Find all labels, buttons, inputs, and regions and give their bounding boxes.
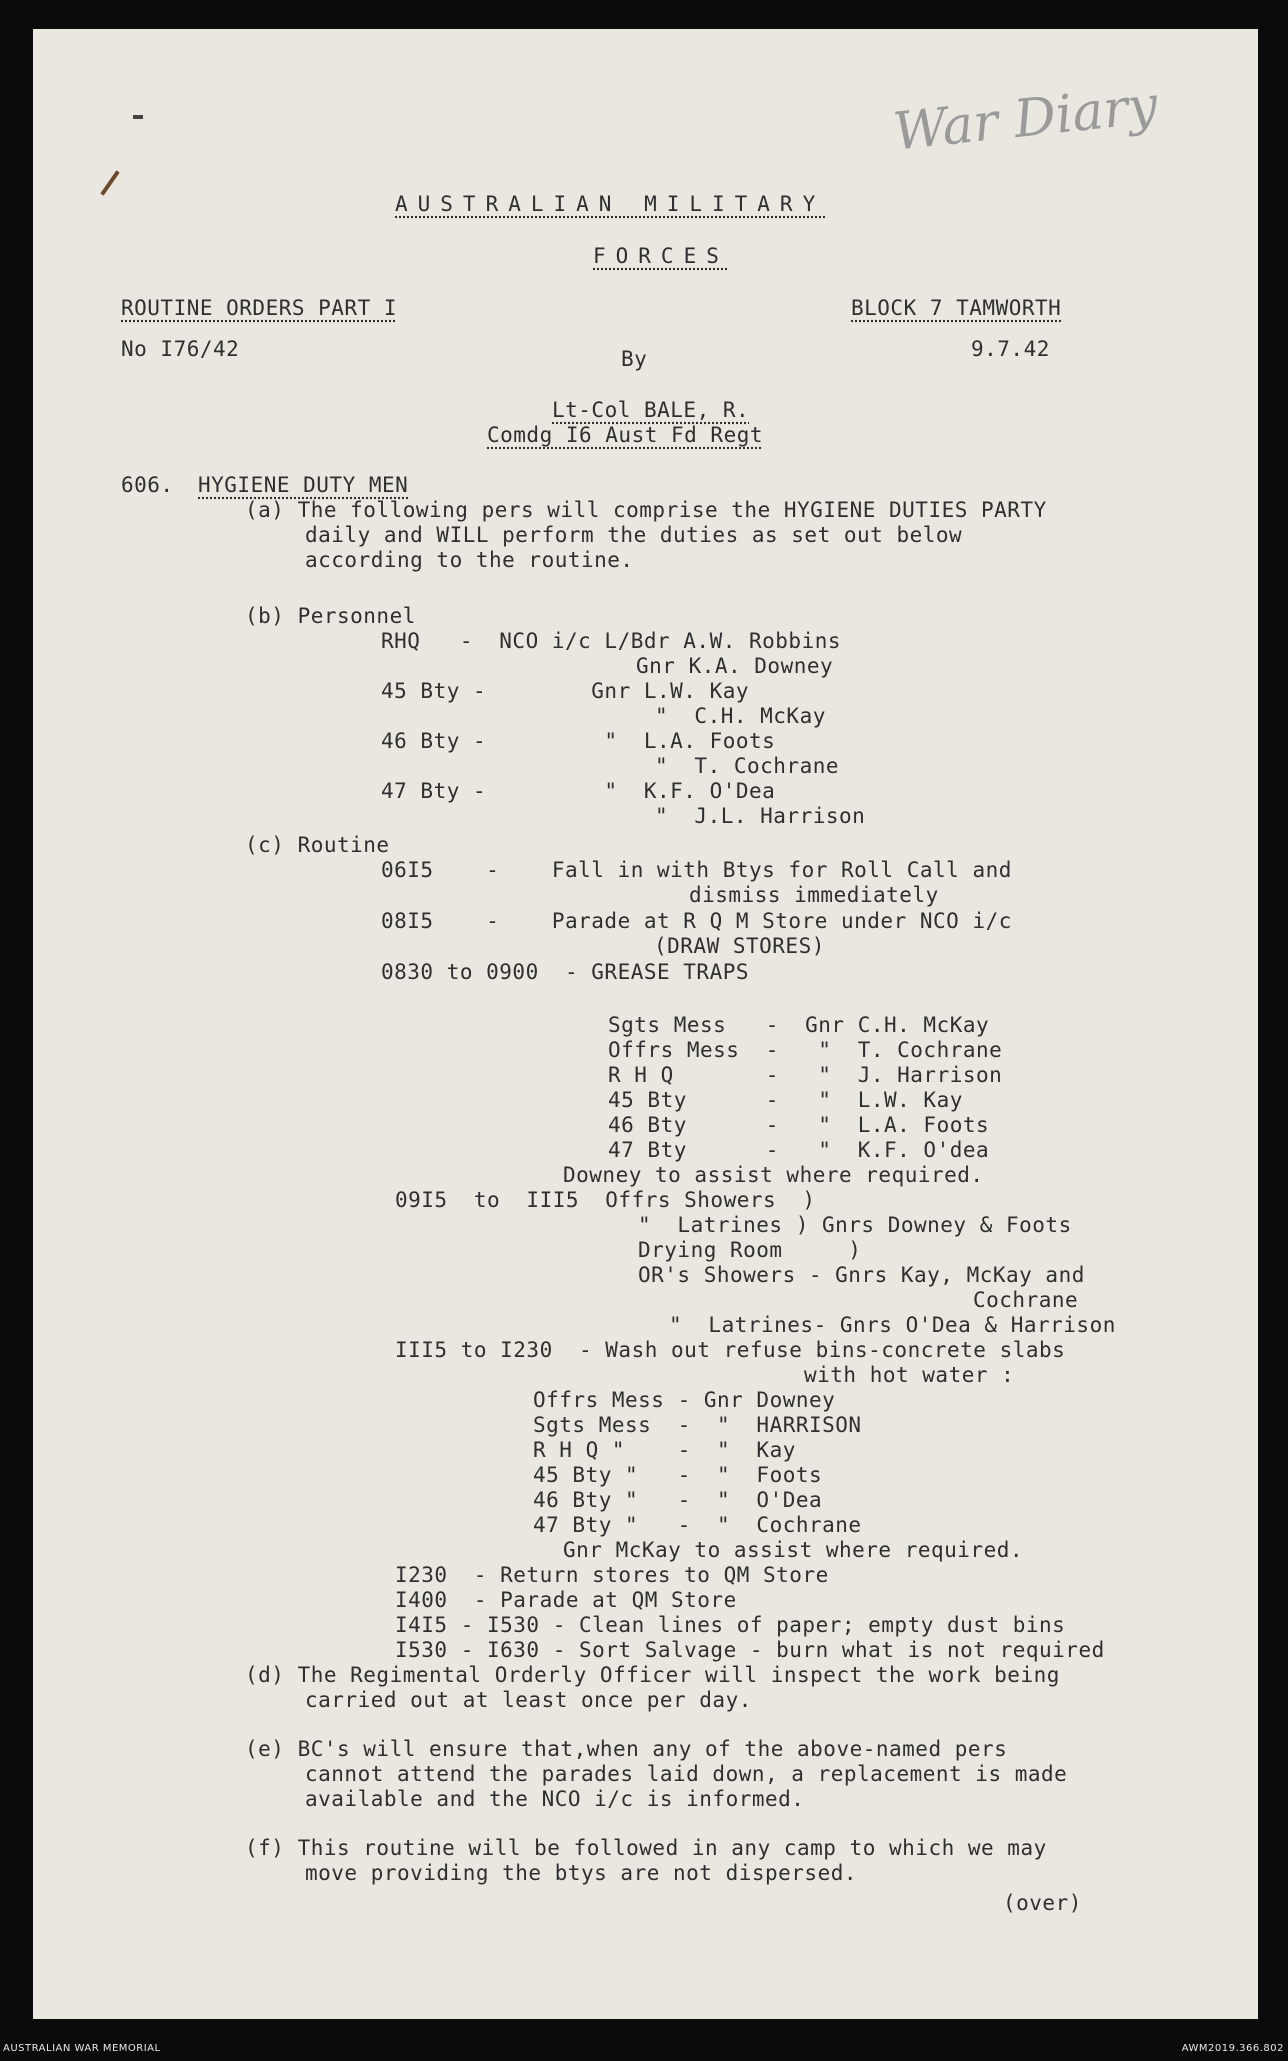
routine-line: I400 - Parade at QM Store — [395, 1588, 737, 1612]
para-e-line: available and the NCO i/c is informed. — [305, 1787, 805, 1811]
order-title: HYGIENE DUTY MEN — [198, 473, 409, 497]
routine-line: " Latrines ) Gnrs Downey & Foots — [638, 1213, 1072, 1237]
routine-line: 06I5 - Fall in with Btys for Roll Call and — [381, 858, 1012, 882]
personnel-line: 46 Bty - " L.A. Foots — [381, 729, 776, 753]
personnel-heading: (b) Personnel — [245, 604, 416, 628]
personnel-line: Gnr K.A. Downey — [636, 654, 834, 678]
personnel-line: " J.L. Harrison — [655, 804, 866, 828]
routine-line: I4I5 - I530 - Clean lines of paper; empty dust bins — [395, 1613, 1066, 1637]
routine-line: I230 - Return stores to QM Store — [395, 1563, 829, 1587]
order-number-606: 606. — [121, 473, 174, 497]
by-label: By — [621, 347, 648, 371]
document-page — [33, 29, 1258, 2019]
routine-line: 47 Bty - " K.F. O'dea — [608, 1138, 990, 1162]
routine-line: (DRAW STORES) — [654, 934, 825, 958]
para-a-line: daily and WILL perform the duties as set out below — [305, 523, 963, 547]
routine-line: III5 to I230 - Wash out refuse bins-concrete slabs — [395, 1338, 1066, 1362]
routine-line: 08I5 - Parade at R Q M Store under NCO i/c — [381, 909, 1012, 933]
footer-right: AWM2019.366.802 — [1181, 2043, 1284, 2054]
location: BLOCK 7 TAMWORTH — [851, 296, 1062, 320]
para-a-line: (a) The following pers will comprise the HYGIENE DUTIES PARTY — [245, 498, 1047, 522]
routine-line: I530 - I630 - Sort Salvage - burn what is not required — [395, 1638, 1105, 1662]
para-d-line: carried out at least once per day. — [305, 1688, 752, 1712]
ink-mark — [100, 170, 119, 195]
header-line-2: FORCES — [593, 244, 729, 268]
routine-line: 09I5 to III5 Offrs Showers ) — [395, 1188, 816, 1212]
orders-title: ROUTINE ORDERS PART I — [121, 296, 398, 320]
routine-line: R H Q " - " Kay — [533, 1438, 796, 1462]
header-line-1: AUSTRALIAN MILITARY — [395, 192, 826, 216]
routine-line: Sgts Mess - " HARRISON — [533, 1413, 862, 1437]
para-e-line: (e) BC's will ensure that,when any of the above-named pers — [245, 1737, 1008, 1761]
routine-line: Drying Room ) — [638, 1238, 862, 1262]
commander-name: Lt-Col BALE, R. — [552, 398, 750, 422]
routine-line: Sgts Mess - Gnr C.H. McKay — [608, 1013, 990, 1037]
footer-left: AUSTRALIAN WAR MEMORIAL — [3, 2043, 161, 2054]
routine-line: Downey to assist where required. — [563, 1163, 984, 1187]
routine-line: Gnr McKay to assist where required. — [563, 1538, 1024, 1562]
routine-heading: (c) Routine — [245, 833, 390, 857]
personnel-line: 45 Bty - Gnr L.W. Kay — [381, 679, 750, 703]
ink-mark — [133, 115, 143, 119]
routine-line: Cochrane — [973, 1288, 1079, 1312]
war-diary-annotation: War Diary — [890, 75, 1161, 163]
para-e-line: cannot attend the parades laid down, a replacement is made — [305, 1762, 1068, 1786]
routine-line: 46 Bty - " L.A. Foots — [608, 1113, 990, 1137]
routine-line: 45 Bty " - " Foots — [533, 1463, 823, 1487]
routine-line: Offrs Mess - Gnr Downey — [533, 1388, 836, 1412]
routine-line: 45 Bty - " L.W. Kay — [608, 1088, 963, 1112]
order-date: 9.7.42 — [971, 337, 1050, 361]
order-number: No I76/42 — [121, 337, 240, 361]
routine-line: 46 Bty " - " O'Dea — [533, 1488, 823, 1512]
routine-line: 0830 to 0900 - GREASE TRAPS — [381, 960, 750, 984]
routine-line: OR's Showers - Gnrs Kay, McKay and — [638, 1263, 1085, 1287]
routine-line: Offrs Mess - " T. Cochrane — [608, 1038, 1003, 1062]
personnel-line: " C.H. McKay — [655, 704, 826, 728]
personnel-line: 47 Bty - " K.F. O'Dea — [381, 779, 776, 803]
para-a-line: according to the routine. — [305, 548, 634, 572]
personnel-line: " T. Cochrane — [655, 754, 840, 778]
para-d-line: (d) The Regimental Orderly Officer will inspect the work being — [245, 1663, 1060, 1687]
routine-line: dismiss immediately — [689, 883, 939, 907]
routine-line: with hot water : — [804, 1363, 1015, 1387]
para-f-line: (f) This routine will be followed in any camp to which we may — [245, 1836, 1047, 1860]
routine-line: 47 Bty " - " Cochrane — [533, 1513, 862, 1537]
over-note: (over) — [1003, 1891, 1082, 1915]
routine-line: " Latrines- Gnrs O'Dea & Harrison — [669, 1313, 1116, 1337]
para-f-line: move providing the btys are not dispersed. — [305, 1861, 858, 1885]
personnel-line: RHQ - NCO i/c L/Bdr A.W. Robbins — [381, 629, 842, 653]
command-unit: Comdg I6 Aust Fd Regt — [487, 423, 764, 447]
routine-line: R H Q - " J. Harrison — [608, 1063, 1003, 1087]
